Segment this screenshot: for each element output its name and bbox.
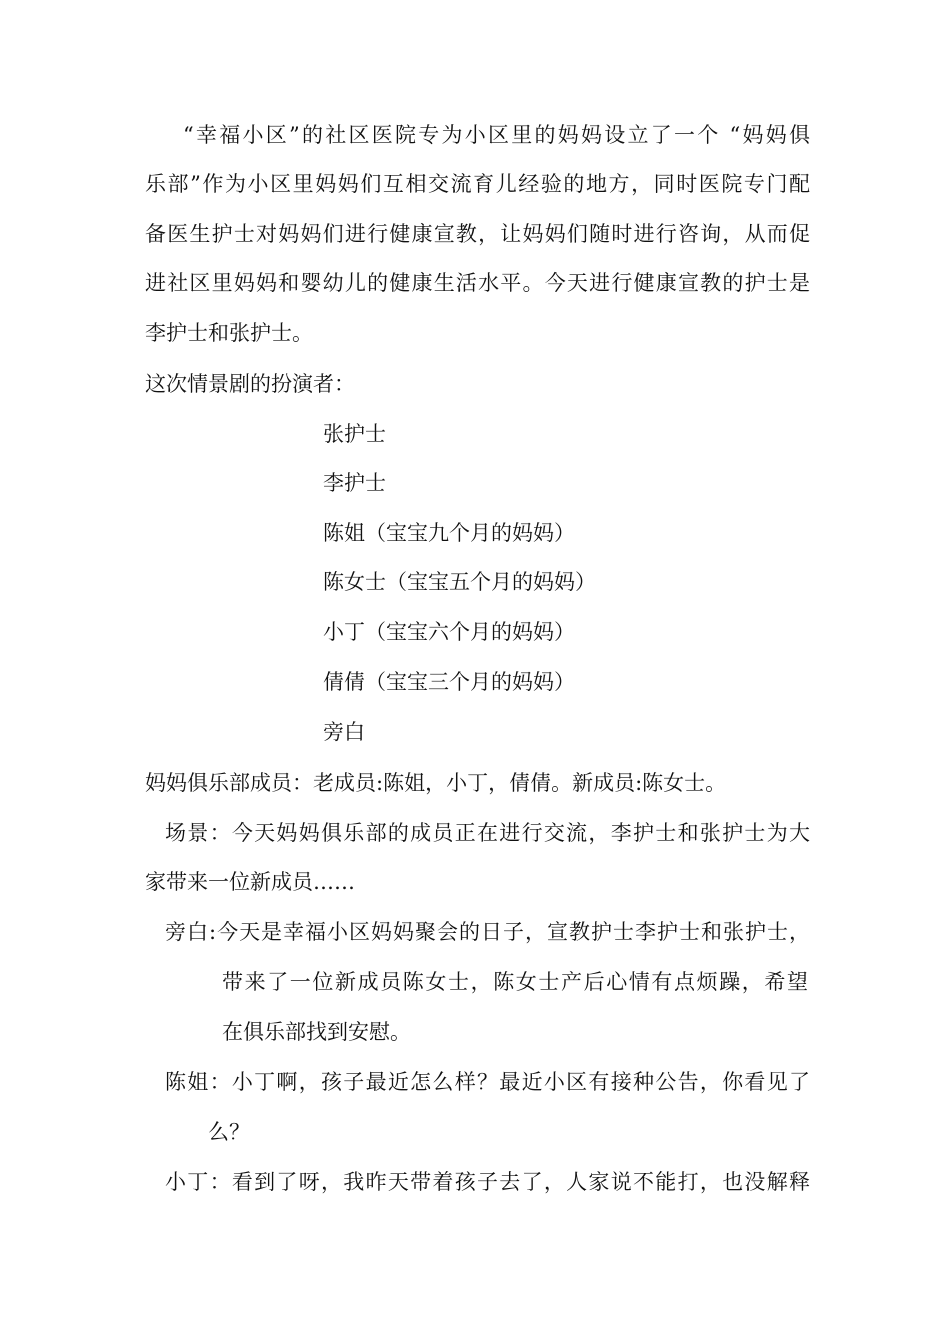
narrator-line: 旁白:今天是幸福小区妈妈聚会的日子，宣教护士李护士和张护士， xyxy=(165,920,810,944)
scene-line: 家带来一位新成员…… xyxy=(145,870,355,894)
cast-item: 旁白 xyxy=(323,720,365,744)
chen-jie-line: 么？ xyxy=(208,1120,250,1144)
xiao-ding-line: 小丁：看到了呀，我昨天带着孩子去了，人家说不能打，也没解释 xyxy=(165,1170,810,1194)
intro-line: 备医生护士对妈妈们进行健康宣教，让妈妈们随时进行咨询，从而促 xyxy=(145,222,810,246)
cast-item: 陈姐（宝宝九个月的妈妈） xyxy=(323,521,575,545)
cast-item: 倩倩（宝宝三个月的妈妈） xyxy=(323,670,575,694)
cast-item: 陈女士（宝宝五个月的妈妈） xyxy=(323,570,596,594)
scene-line: 场景：今天妈妈俱乐部的成员正在进行交流，李护士和张护士为大 xyxy=(165,821,810,845)
narrator-line: 在俱乐部找到安慰。 xyxy=(222,1020,411,1044)
narrator-line: 带来了一位新成员陈女士，陈女士产后心情有点烦躁，希望 xyxy=(222,970,808,994)
cast-item: 张护士 xyxy=(323,422,386,446)
intro-line: 乐部”作为小区里妈妈们互相交流育儿经验的地方，同时医院专门配 xyxy=(145,172,810,196)
chen-jie-line: 陈姐：小丁啊，孩子最近怎么样？最近小区有接种公告，你看见了 xyxy=(165,1070,810,1094)
cast-item: 小丁（宝宝六个月的妈妈） xyxy=(323,620,575,644)
cast-heading: 这次情景剧的扮演者： xyxy=(145,372,355,396)
intro-line: 李护士和张护士。 xyxy=(145,321,313,345)
members-line: 妈妈俱乐部成员：老成员:陈姐，小丁，倩倩。新成员:陈女士。 xyxy=(145,771,727,795)
intro-line: 进社区里妈妈和婴幼儿的健康生活水平。今天进行健康宣教的护士是 xyxy=(145,271,810,295)
cast-item: 李护士 xyxy=(323,471,386,495)
intro-line: “幸福小区”的社区医院专为小区里的妈妈设立了一个 “妈妈俱 xyxy=(183,123,810,147)
